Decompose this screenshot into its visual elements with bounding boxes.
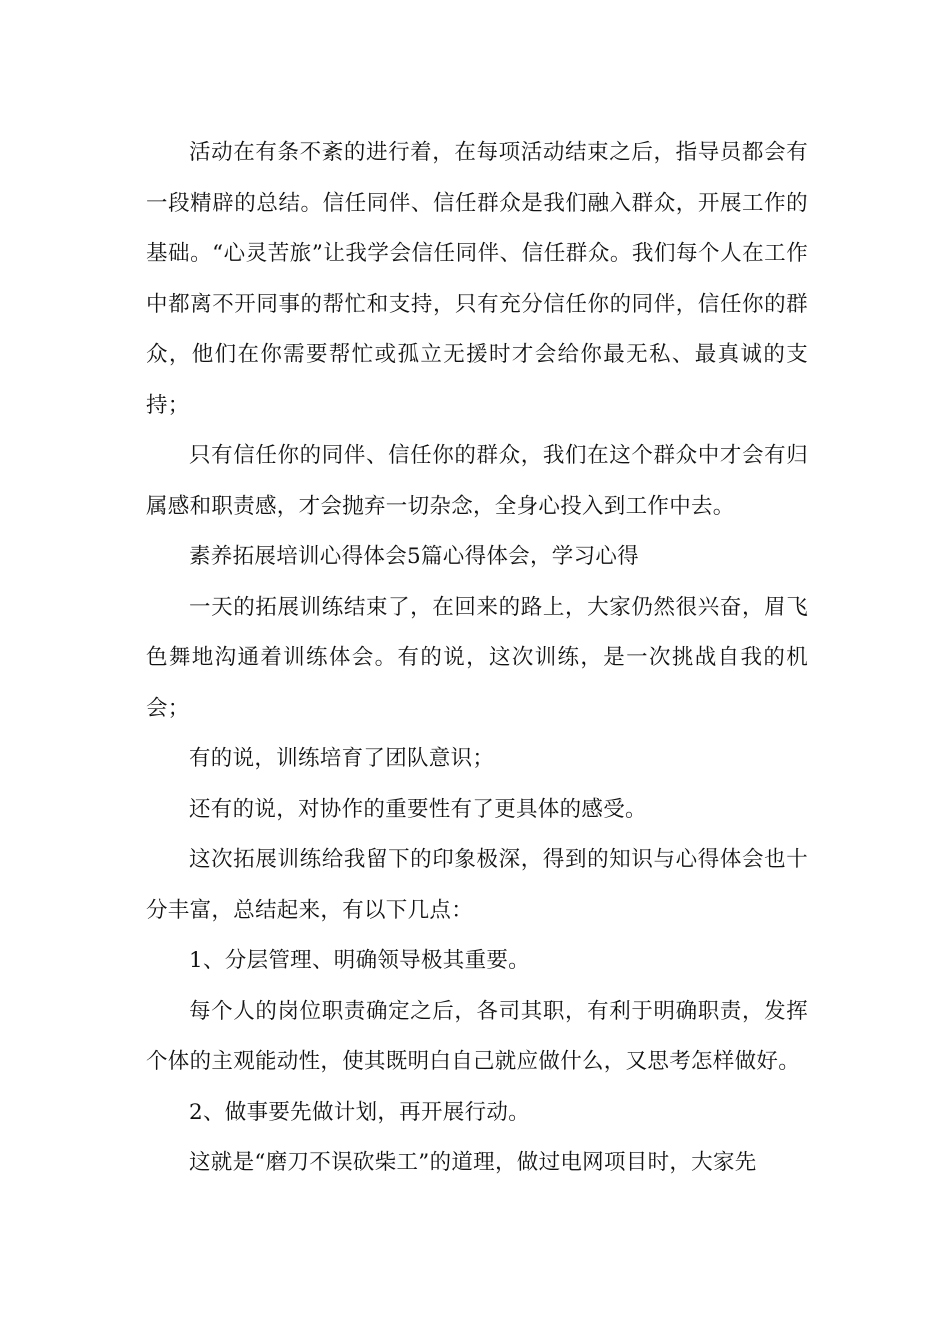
list-item-point-2: 2、做事要先做计划，再开展行动。 [189,1099,530,1125]
section-heading: 素养拓展培训心得体会5篇心得体会，学习心得 [189,544,639,569]
paragraph-responsibility: 每个人的岗位职责确定之后，各司其职，有利于明确职责，发挥个体的主观能动性，使其既明白自己就应做什么，又思考怎样做好。 [146,998,808,1074]
paragraph-trust-summary: 活动在有条不紊的进行着，在每项活动结束之后，指导员都会有一段精辟的总结。信任同伴、信任群众是我们融入群众，开展工作的基础。“心灵苦旅”让我学会信任同伴、信任群众。我们每个人在工作中都离不开同事的帮忙和支持，只有充分信任你的同伴，信任你的群众，他们在你需要帮忙或孤立无援时才会给你最无私、最真诚的支持； [146,140,808,418]
paragraph-belonging: 只有信任你的同伴、信任你的群众，我们在这个群众中才会有归属感和职责感，才会抛弃一切杂念，全身心投入到工作中去。 [146,443,808,519]
paragraph-training-end: 一天的拓展训练结束了，在回来的路上，大家仍然很兴奋，眉飞色舞地沟通着训练体会。有的说，这次训练，是一次挑战自我的机会； [146,594,808,721]
paragraph-cooperation: 还有的说，对协作的重要性有了更具体的感受。 [189,796,647,822]
document-body [146,128,808,1189]
paragraph-team-awareness: 有的说，训练培育了团队意识； [189,746,495,771]
paragraph-impression: 这次拓展训练给我留下的印象极深，得到的知识与心得体会也十分丰富，总结起来，有以下几点： [146,847,808,923]
paragraph-planning: 这就是“磨刀不误砍柴工”的道理，做过电网项目时，大家先 [189,1150,757,1175]
list-item-point-1: 1、分层管理、明确领导极其重要。 [189,948,530,973]
